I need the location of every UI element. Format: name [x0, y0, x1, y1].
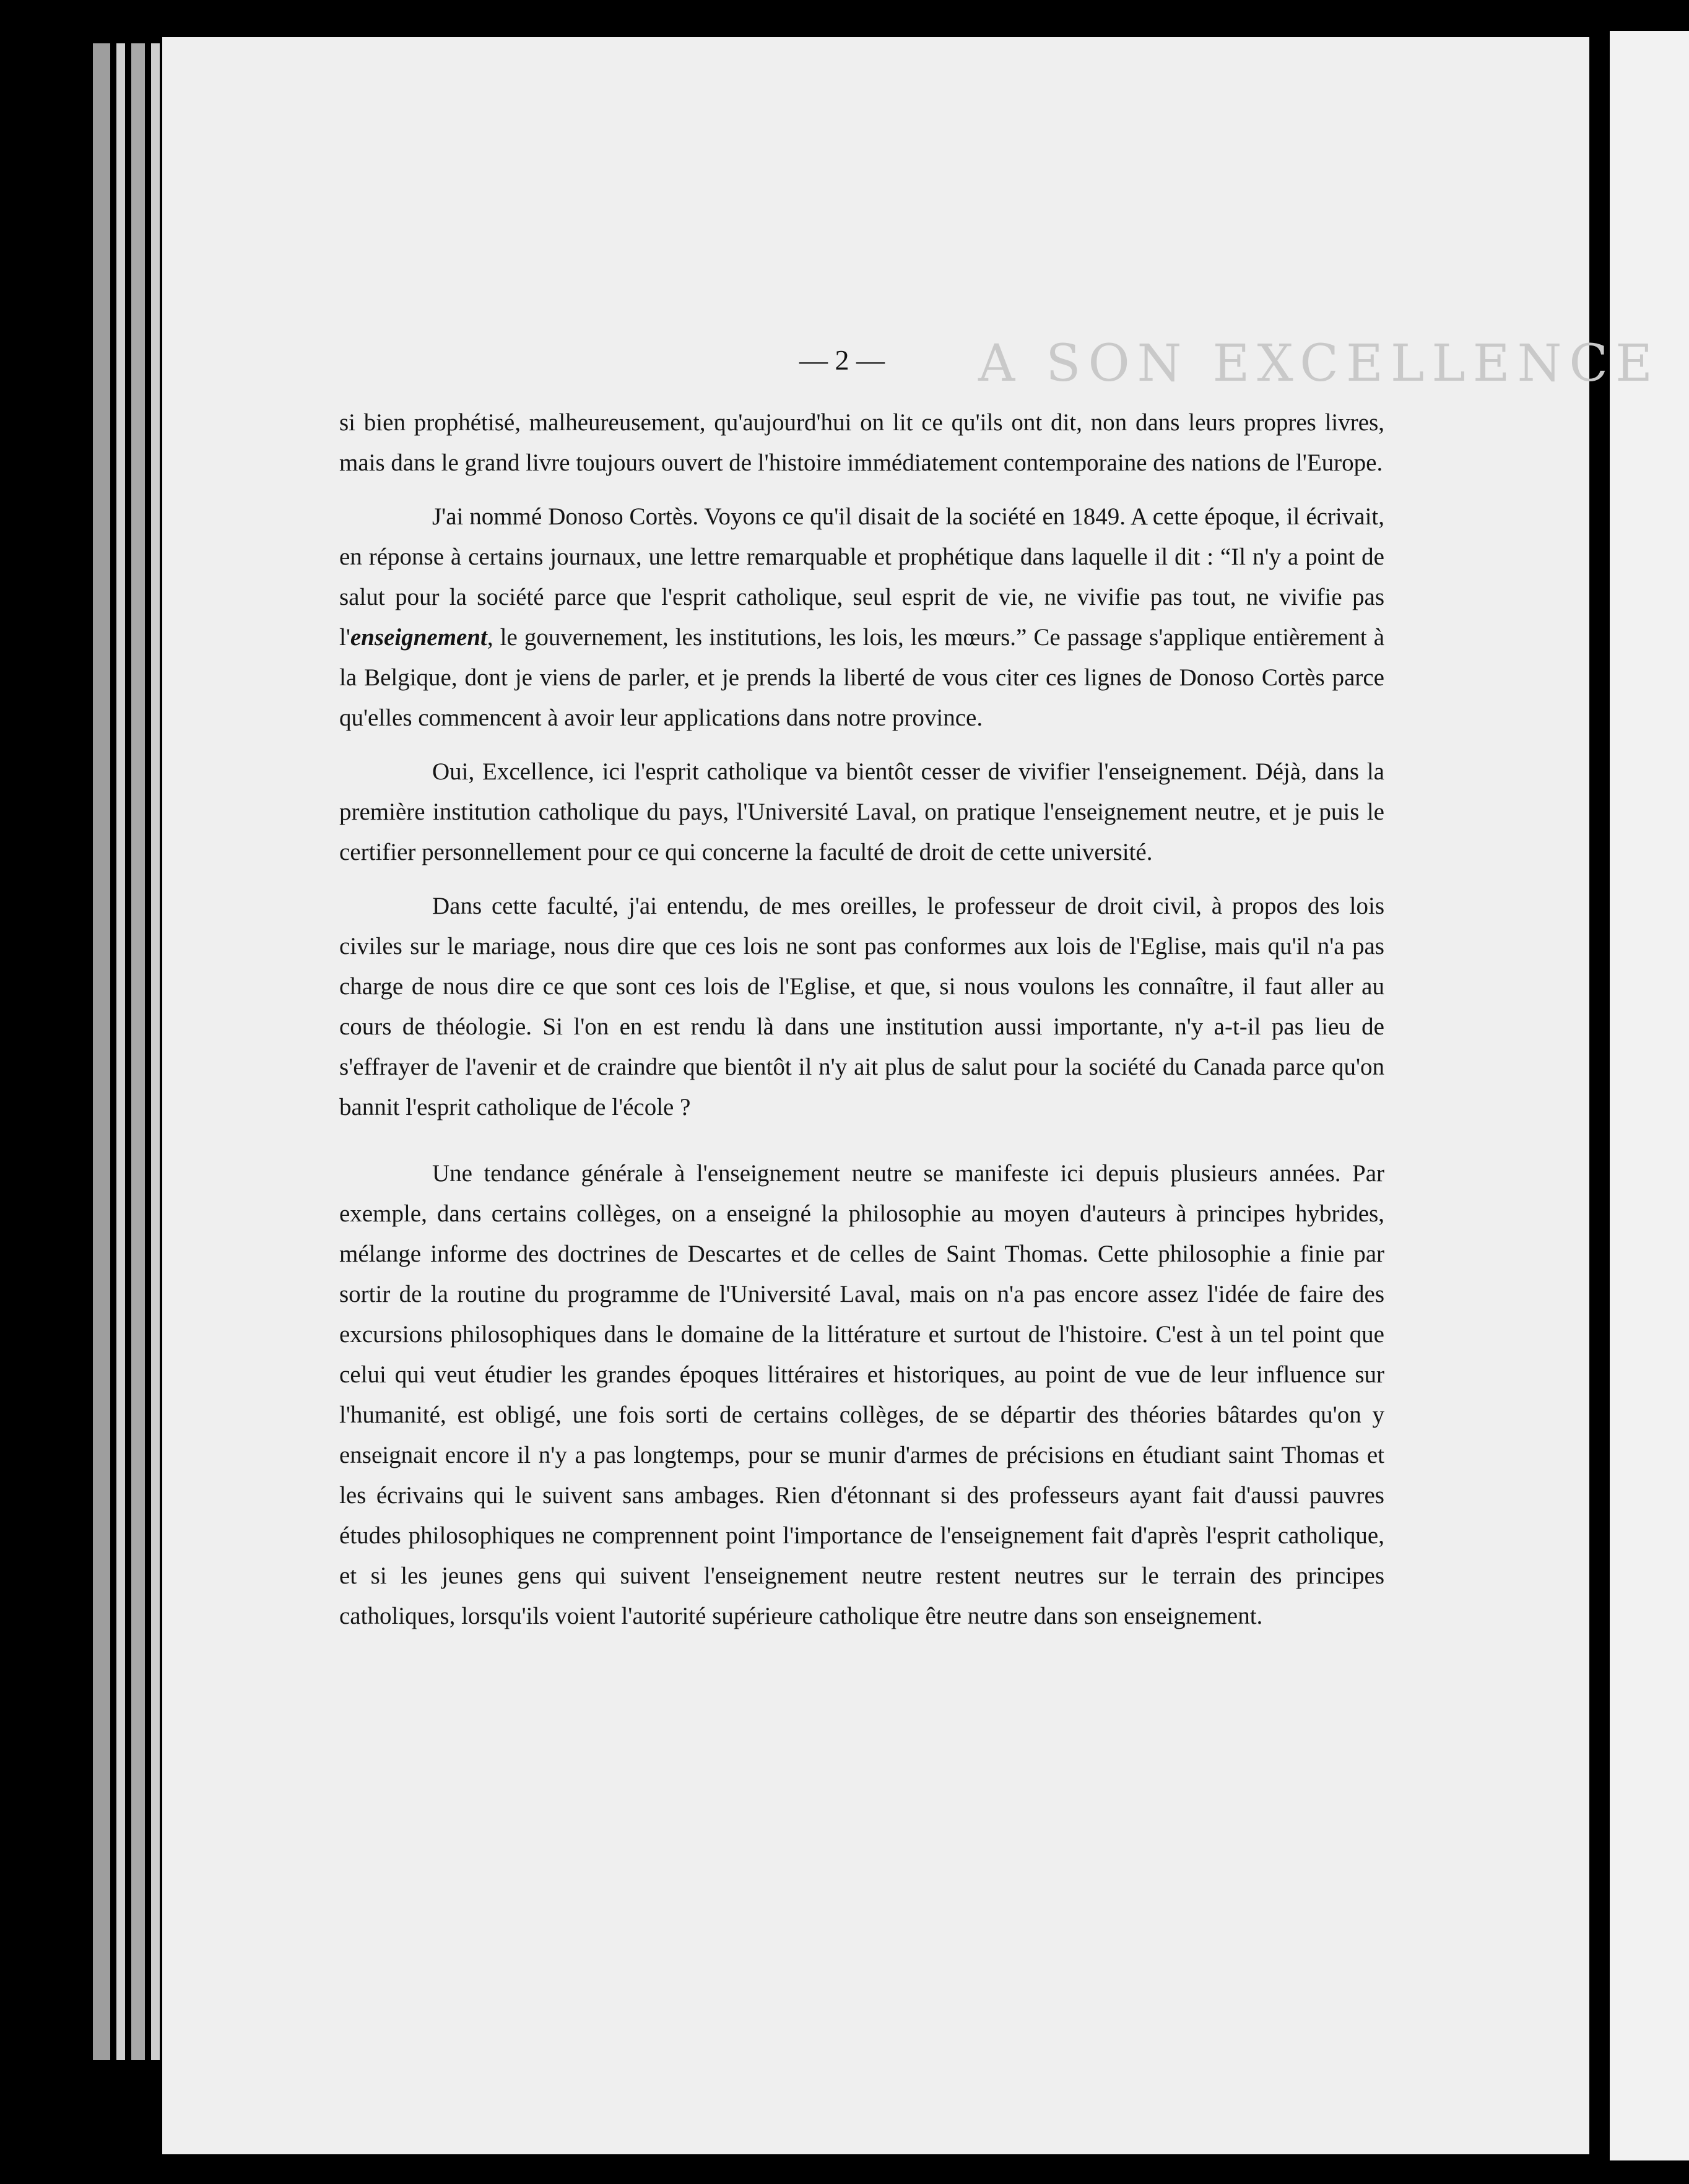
page-number: — 2 —: [799, 344, 885, 376]
paragraph: Une tendance générale à l'enseignement neutre se manifeste ici depuis plusieurs années. Par exemple, dans certains collèges, on a enseigné la philosophie au moyen d'auteurs à principes hybrides, mélange informe des doctrines de Descartes et de celles de Saint Thomas. Cette philosophie a finie par sortir de la routine du programme de l'Université Laval, mais on n'a pas encore assez l'idée de faire des excursions philosophiques dans le domaine de la littérature et surtout de l'histoire. C'est à un tel point que celui qui veut étudier les grandes époques littéraires et historiques, au point de vue de leur influence sur l'humanité, est obligé, une fois sorti de certains collèges, de se départir des théories bâtardes qu'on y enseignait encore il n'y a pas longtemps, pour se munir d'armes de précisions en étudiant saint Thomas et les écrivains qui le suivent sans ambages. Rien d'étonnant si des professeurs ayant fait d'aussi pauvres études philosophiques ne comprennent point l'importance de l'enseignement fait d'après l'esprit catholique, et si les jeunes gens qui suivent l'enseignement neutre restent neutres sur le terrain des principes catholiques, lorsqu'ils voient l'autorité supérieure catholique être neutre dans son enseignement.: [339, 1160, 1384, 1629]
page-edge: [116, 43, 125, 2060]
paragraph: si bien prophétisé, malheureusement, qu'aujourd'hui on lit ce qu'ils ont dit, non dans leurs propres livres, mais dans le grand livre toujours ouvert de l'histoire immédiatement contemporaine des nations de l'Europe.: [339, 409, 1384, 476]
page-edge: [131, 43, 145, 2060]
bleed-through-text: A SON EXCELLENCE: [978, 334, 1661, 393]
paragraph-text: J'ai nommé Donoso Cortès. Voyons ce qu'il disait de la société en 1849. A cette époque, il écrivait, en réponse à certains journaux, une lettre remarquable et prophétique dans laquelle il dit : “Il n'y a point de salut pour la société parce que l'esprit catholique, seul esprit de vie, ne vivifie pas tout, ne vivifie pas l': [339, 503, 1384, 651]
paragraph: Dans cette faculté, j'ai entendu, de mes oreilles, le professeur de droit civil, à propos des lois civiles sur le mariage, nous dire que ces lois ne sont pas conformes aux lois de l'Eglise, mais qu'il n'a pas charge de nous dire ce que sont ces lois de l'Eglise, et que, si nous voulons les connaître, il faut aller au cours de théologie. Si l'on en est rendu là dans une institution aussi importante, n'y a-t-il pas lieu de s'effrayer de l'avenir et de craindre que bientôt il n'y ait plus de salut pour la société du Canada parce qu'on bannit l'esprit catholique de l'école ?: [339, 893, 1384, 1120]
page-edge: [93, 43, 110, 2060]
page-edge: [151, 43, 160, 2060]
paragraph-text: , le gouvernement, les institutions, les lois, les mœurs.” Ce passage s'applique entièrement à la Belgique, dont je viens de parler, et je prends la liberté de vous citer ces lignes de Donoso Cortès parce qu'elles commencent à avoir leur applications dans notre province.: [339, 624, 1384, 731]
paragraph: Oui, Excellence, ici l'esprit catholique va bientôt cesser de vivifier l'enseignement. Déjà, dans la première institution catholique du pays, l'Université Laval, on pratique l'enseignement neutre, et je puis le certifier personnellement pour ce qui concerne la faculté de droit de cette université.: [339, 758, 1384, 865]
emphasized-word: enseignement: [350, 624, 487, 651]
paragraph: [339, 496, 1384, 738]
body-text: [339, 402, 1384, 1650]
